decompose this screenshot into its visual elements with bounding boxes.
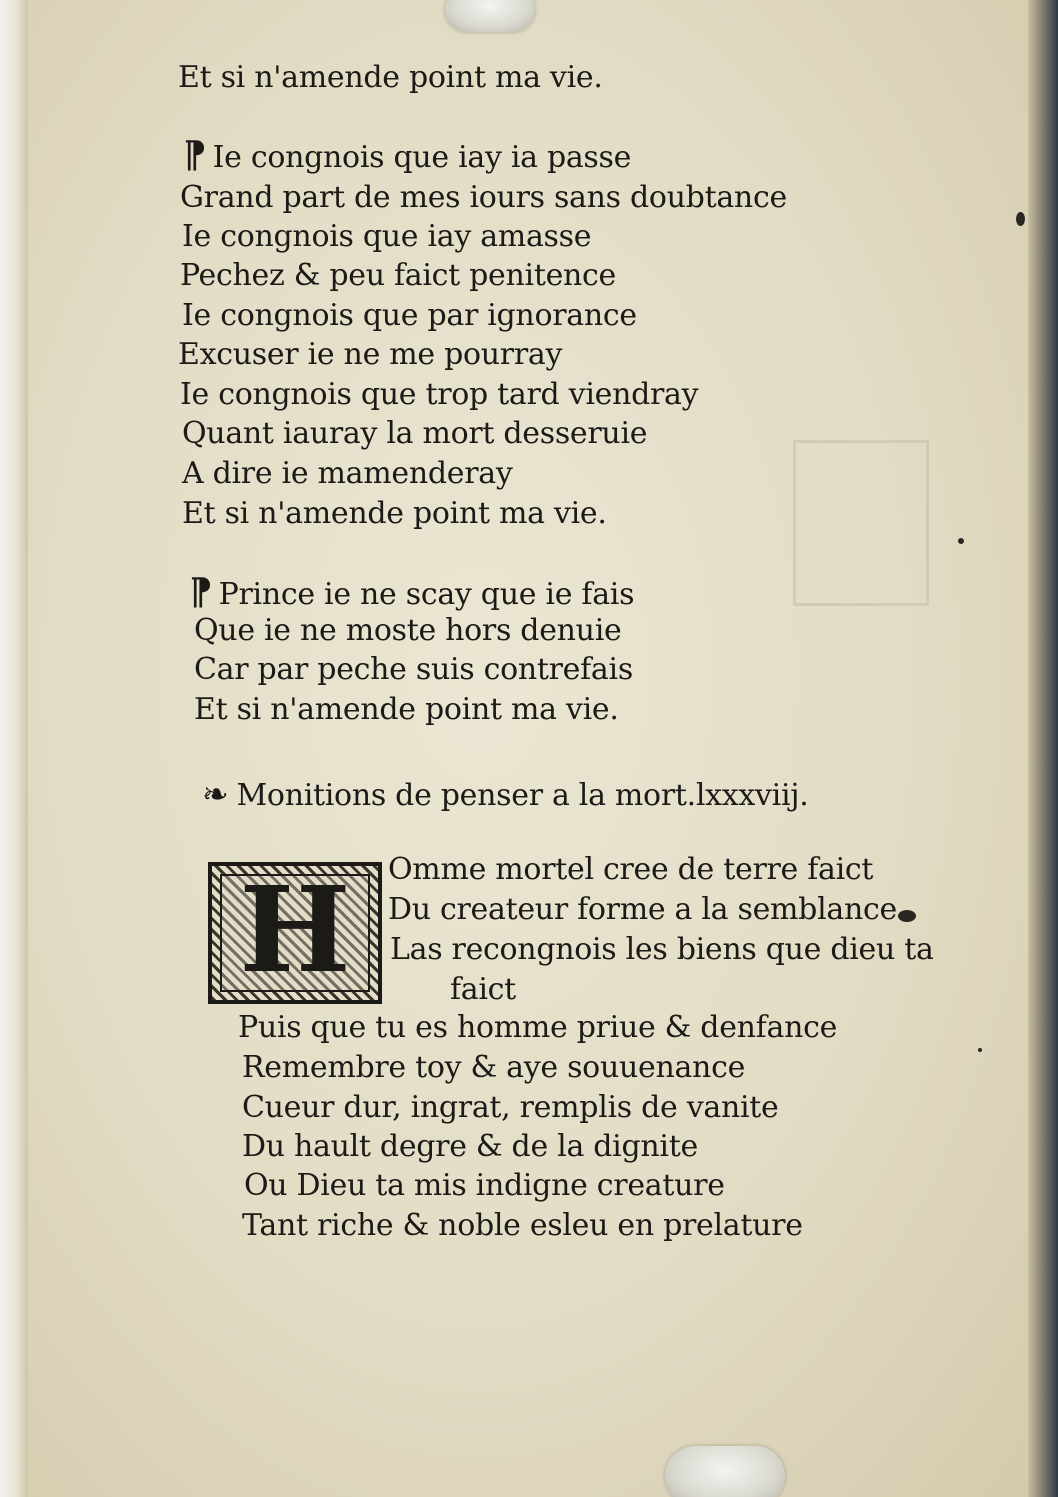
pilcrow-icon: ¶: [184, 134, 207, 176]
envoi-line: ¶ Prince ie ne scay que ie fais: [190, 571, 635, 613]
stanza-line: Ie congnois que trop tard viendray: [180, 377, 699, 412]
decorated-initial-letter: H: [239, 860, 351, 999]
refrain-line: Et si n'amende point ma vie.: [178, 60, 603, 95]
page-edge-left: [0, 0, 28, 1497]
show-through-woodcut: [793, 440, 929, 606]
verse-line: Cueur dur, ingrat, remplis de vanite: [242, 1090, 779, 1125]
ink-speck: [958, 538, 964, 544]
ink-speck: [1016, 212, 1025, 226]
verse-line: Puis que tu es homme priue & denfance: [238, 1010, 838, 1045]
stanza-line: Quant iauray la mort desseruie: [182, 416, 648, 451]
ink-speck: [898, 910, 916, 922]
page-clip-top: [445, 0, 535, 32]
fleuron-icon: ❧: [202, 775, 229, 813]
envoi-line: Que ie ne moste hors denuie: [194, 613, 622, 648]
stanza-line: Ie congnois que par ignorance: [182, 298, 637, 333]
pilcrow-icon: ¶: [190, 571, 213, 613]
page-clip-bottom: [665, 1446, 785, 1497]
verse-line: Ou Dieu ta mis indigne creature: [244, 1168, 725, 1203]
stanza-line: Ie congnois que iay amasse: [182, 219, 592, 254]
verse-line: Remembre toy & aye souuenance: [242, 1050, 746, 1085]
envoi-line: Car par peche suis contrefais: [194, 652, 633, 687]
stanza-line: Grand part de mes iours sans doubtance: [180, 180, 787, 215]
ink-speck: [978, 1048, 982, 1052]
refrain-line: Et si n'amende point ma vie.: [182, 496, 607, 531]
verse-line: Tant riche & noble esleu en prelature: [242, 1208, 803, 1243]
stanza-line: A dire ie mamenderay: [182, 456, 513, 491]
page-edge-right: [1028, 0, 1058, 1497]
section-heading: ❧ Monitions de penser a la mort.lxxxviij.: [202, 775, 809, 813]
stanza-line: Pechez & peu faict penitence: [180, 258, 617, 293]
decorated-initial: [208, 862, 382, 1004]
verse-line: Du hault degre & de la dignite: [242, 1129, 698, 1164]
page-sheet: [28, 0, 1028, 1497]
verse-line: faict: [450, 972, 516, 1007]
verse-line: Las recongnois les biens que dieu ta: [390, 932, 934, 967]
stanza-line: ¶ Ie congnois que iay ia passe: [184, 134, 632, 176]
verse-line: Omme mortel cree de terre faict: [388, 852, 874, 887]
refrain-line: Et si n'amende point ma vie.: [194, 692, 619, 727]
verse-line: Du createur forme a la semblance: [388, 892, 897, 927]
stanza-line: Excuser ie ne me pourray: [178, 337, 563, 372]
